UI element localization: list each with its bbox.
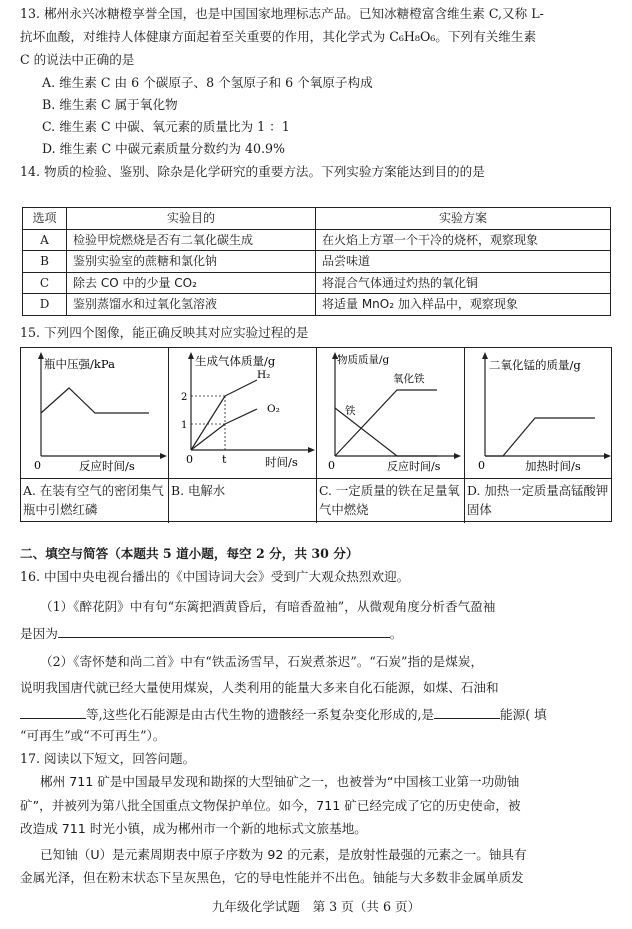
- row-plan: 将混合气体通过灼热的氧化铜: [316, 272, 611, 294]
- graph-b-t-label: t: [222, 453, 227, 466]
- graph-b-o2-line: [191, 424, 225, 450]
- q17-para2-line2: 金属光泽，但在粉末状态下呈灰黑色，它的导电性能并不出色。铀能与大多数非金属单质发: [20, 870, 524, 885]
- row-option: C: [23, 272, 67, 294]
- q16-part1-line1: （1）《醉花阴》中有句“东篱把酒黄昏后，有暗香盈袖”，从微观角度分析香气盈袖: [40, 599, 496, 614]
- graph-a: [21, 348, 169, 523]
- graph-c-ylabel: 物质质量/g: [337, 354, 390, 366]
- q16-part2-middle: 等,这些化石能源是由古代生物的遗骸经一系复杂变化形成的,是: [86, 707, 435, 722]
- q16-part1-suffix: 。: [389, 626, 403, 641]
- graph-a-ylabel: 瓶中压强/kPa: [44, 357, 115, 371]
- graph-b: [169, 348, 317, 523]
- q15-graph-grid: [20, 347, 612, 522]
- graph-b-origin: 0: [186, 453, 193, 466]
- graph-d-xlabel: 加热时间/s: [525, 459, 581, 473]
- row-purpose: 检验甲烷燃烧是否有二氧化碳生成: [67, 229, 316, 251]
- graph-d-x-arrow: [604, 453, 611, 459]
- q14-stem: 14. 物质的检验、鉴别、除杂是化学研究的重要方法。下列实验方案能达到目的的是: [20, 164, 485, 179]
- row-purpose: 鉴别实验室的蔗糖和氯化钠: [67, 251, 316, 273]
- graph-b-h2-line-ext: [225, 380, 257, 396]
- graph-b-ytick-1: 1: [181, 420, 188, 431]
- graph-c-x-arrow: [454, 453, 461, 459]
- q14-table: [22, 207, 611, 316]
- header-option: 选项: [23, 208, 67, 230]
- q16-part1-line2: [20, 626, 402, 641]
- q17-stem: 17. 阅读以下短文，回答问题。: [20, 751, 196, 766]
- graph-c-origin: 0: [328, 459, 335, 472]
- graph-b-o2-label: O₂: [267, 403, 280, 415]
- header-plan: 实验方案: [316, 208, 611, 230]
- q17-para1-line3: 改造成 711 时光小镇，成为郴州市一个新的地标式文旅基地。: [20, 821, 367, 836]
- graph-a-caption: A. 在装有空气的密闭集气瓶中引燃红磷: [23, 483, 164, 518]
- answer-blank-1[interactable]: [58, 626, 390, 638]
- page-footer: 九年级化学试题 第 3 页（共 6 页）: [211, 899, 421, 914]
- graph-d-caption: D. 加热一定质量高锰酸钾固体: [467, 483, 609, 518]
- table-row: [23, 294, 611, 316]
- graph-b-x-arrow: [308, 447, 315, 453]
- graph-d-curve: [485, 418, 595, 456]
- row-option: D: [23, 294, 67, 316]
- q13-stem-line-1: 13. 郴州永兴冰糖橙享誉全国，也是中国国家地理标志产品。已知冰糖橙富含维生素 C,又称 L-: [20, 6, 544, 21]
- table-row: [23, 272, 611, 294]
- q16-part2-line4: “可再生”或“不可再生”）。: [20, 728, 166, 743]
- graph-a-plot: [21, 348, 169, 478]
- table-row: [23, 229, 611, 251]
- header-purpose: 实验目的: [67, 208, 316, 230]
- graph-b-plot: [169, 348, 317, 478]
- q13-stem-line-2: 抗坏血酸，对维持人体健康方面起着至关重要的作用，其化学式为 C₆H₈O₆。下列有关维生素: [20, 29, 537, 44]
- graph-d-y-arrow: [482, 352, 488, 359]
- q13-option-c: C. 维生素 C 中碳、氧元素的质量比为 1 ：1: [42, 119, 290, 134]
- graph-c-oxide-label: 氧化铁: [393, 373, 425, 385]
- graph-a-xlabel: 反应时间/s: [79, 459, 135, 473]
- q17-para1-line2: 矿”，并被列为第八批全国重点文物保护单位。如今，711 矿已经完成了它的历史使命，被: [20, 798, 521, 813]
- q17-para1-line1: 郴州 711 矿是中国最早发现和勘探的大型铀矿之一，也被誉为“中国核工业第一功勋铀: [40, 774, 520, 789]
- graph-d-plot: [465, 348, 613, 478]
- q13-option-a: A. 维生素 C 由 6 个碳原子、8 个氢原子和 6 个氧原子构成: [42, 75, 373, 90]
- graph-b-ylabel: 生成气体质量/g: [195, 354, 276, 368]
- graph-c-iron-label: 铁: [345, 405, 356, 417]
- graph-c-plot: [317, 348, 465, 478]
- graph-b-xlabel: 时间/s: [265, 455, 298, 469]
- q13-option-d: D. 维生素 C 中碳元素质量分数约为 40.9%: [42, 141, 286, 156]
- q17-para2-line1: 已知铀（U）是元素周期表中原子序数为 92 的元素，是放射性最强的元素之一。铀具有: [40, 847, 527, 862]
- q16-part2-line2: 说明我国唐代就已经大量使用煤炭，人类利用的能量大多来自化石能源，如煤、石油和: [20, 680, 499, 695]
- graph-b-caption: B. 电解水: [171, 483, 226, 498]
- graph-d: [465, 348, 613, 523]
- row-option: B: [23, 251, 67, 273]
- graph-b-ytick-2: 2: [181, 392, 188, 403]
- q16-stem: 16. 中国中央电视台播出的《中国诗词大会》受到广大观众热烈欢迎。: [20, 569, 410, 584]
- q16-part2-line3: [20, 707, 547, 722]
- table-header-row: [23, 208, 611, 230]
- row-plan: 在火焰上方罩一个干冷的烧杯，观察现象: [316, 229, 611, 251]
- row-purpose: 除去 CO 中的少量 CO₂: [67, 272, 316, 294]
- answer-blank-3[interactable]: [434, 707, 500, 719]
- graph-c-caption: C. 一定质量的铁在足量氧气中燃烧: [319, 483, 460, 518]
- q16-part2-line1: （2）《寄怀楚和尚二首》中有“铁盂汤雪早，石炭煮茶迟”。“石炭”指的是煤炭，: [40, 654, 484, 669]
- graph-a-curve: [41, 388, 149, 413]
- row-purpose: 鉴别蒸馏水和过氧化氢溶液: [67, 294, 316, 316]
- row-option: A: [23, 229, 67, 251]
- graph-b-o2-line-ext: [225, 409, 257, 424]
- graph-a-x-arrow: [160, 453, 167, 459]
- section2-title: 二、填空与简答（本题共 5 道小题，每空 2 分，共 30 分）: [20, 546, 359, 561]
- graph-b-h2-label: H₂: [257, 369, 271, 381]
- graph-d-origin: 0: [478, 459, 485, 472]
- q16-part1-prefix: 是因为: [20, 626, 58, 641]
- graph-c: [317, 348, 465, 523]
- graph-d-ylabel: 二氧化锰的质量/g: [489, 358, 581, 372]
- graph-c-xlabel: 反应时间/s: [387, 460, 441, 473]
- graph-c-oxide-line: [335, 390, 437, 456]
- answer-blank-2[interactable]: [20, 707, 86, 719]
- q13-option-b: B. 维生素 C 属于氧化物: [42, 97, 178, 112]
- row-plan: 将适量 MnO₂ 加入样品中，观察现象: [316, 294, 611, 316]
- row-plan: 品尝味道: [316, 251, 611, 273]
- graph-a-origin: 0: [34, 459, 41, 472]
- table-row: [23, 251, 611, 273]
- graph-b-h2-line: [191, 396, 225, 450]
- q13-stem-line-3: C 的说法中正确的是: [20, 52, 135, 67]
- q15-stem: 15. 下列四个图像，能正确反映其对应实验过程的是: [20, 325, 309, 340]
- graph-b-y-arrow: [188, 352, 194, 359]
- q16-part2-suffix: 能源( 填: [500, 707, 547, 722]
